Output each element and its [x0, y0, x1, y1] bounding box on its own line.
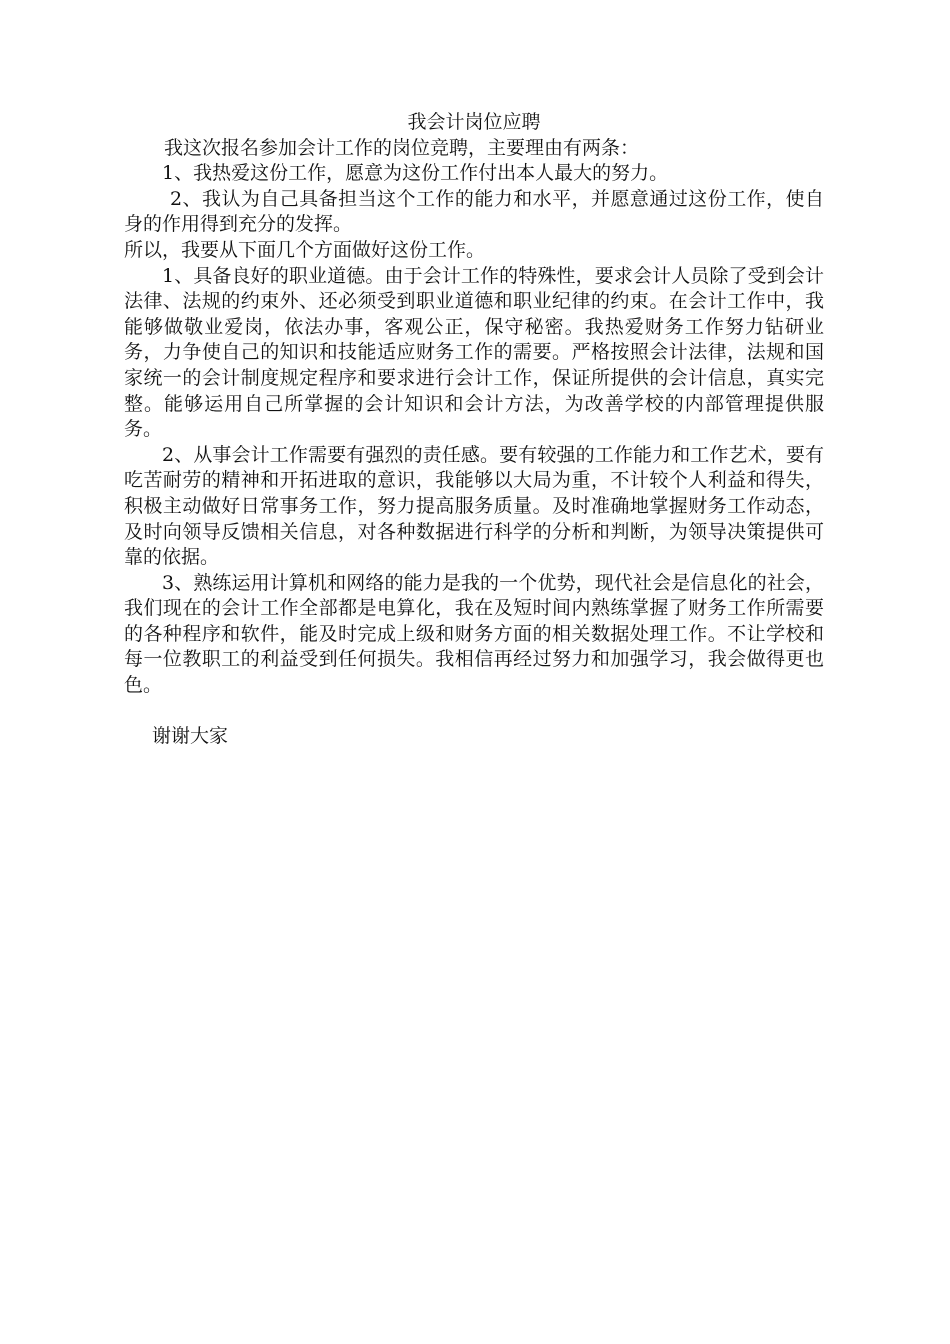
point-2-paragraph: 2、从事会计工作需要有强烈的责任感。要有较强的工作能力和工作艺术，要有吃苦耐劳的精神和开拓进取的意识，我能够以大局为重，不计较个人利益和得失，积极主动做好日常事务工作，努力提高服务质量。及时准确地掌握财务工作动态，及时向领导反馈相关信息，对各种数据进行科学的分析和判断，为领导决策提供可靠的依据。 [124, 443, 824, 569]
document-title: 我会计岗位应聘 [407, 111, 541, 133]
reason-2-paragraph: 2、我认为自己具备担当这个工作的能力和水平，并愿意通过这份工作，使自身的作用得到充分的发挥。 [124, 187, 824, 236]
closing-line: 谢谢大家 [152, 725, 229, 748]
document-page [124, 110, 824, 750]
intro-paragraph: 我这次报名参加会计工作的岗位竞聘，主要理由有两条： [164, 136, 640, 159]
blank-line [124, 699, 824, 725]
transition-paragraph: 所以，我要从下面几个方面做好这份工作。 [124, 238, 486, 261]
point-1-paragraph: 1、具备良好的职业道德。由于会计工作的特殊性，要求会计人员除了受到会计法律、法规的约束外、还必须受到职业道德和职业纪律的约束。在会计工作中，我能够做敬业爱岗，依法办事，客观公正，保守秘密。我热爱财务工作努力钻研业务，力争使自己的知识和技能适应财务工作的需要。严格按照会计法律，法规和国家统一的会计制度规定程序和要求进行会计工作，保证所提供的会计信息，真实完整。能够运用自己所掌握的会计知识和会计方法，为改善学校的内部管理提供服务。 [124, 264, 824, 441]
reason-1-paragraph: 1、我热爱这份工作，愿意为这份工作付出本人最大的努力。 [162, 162, 669, 185]
point-3-paragraph: 3、熟练运用计算机和网络的能力是我的一个优势，现代社会是信息化的社会，我们现在的会计工作全部都是电算化，我在及短时间内熟练掌握了财务工作所需要的各种程序和软件，能及时完成上级和财务方面的相关数据处理工作。不让学校和每一位教职工的利益受到任何损失。我相信再经过努力和加强学习，我会做得更也色。 [124, 571, 824, 697]
